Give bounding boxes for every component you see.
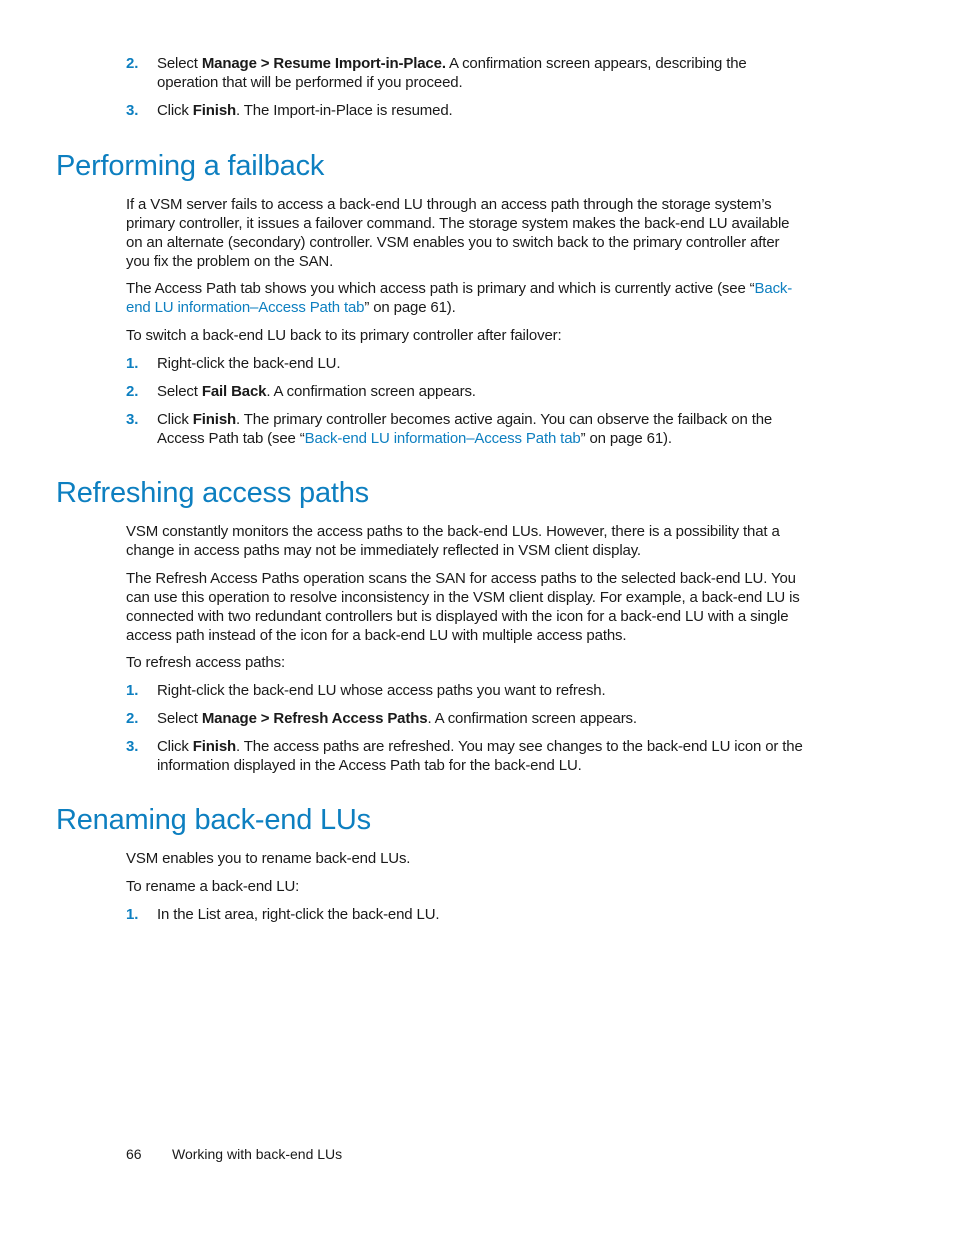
rename-paragraph: To rename a back-end LU: bbox=[126, 878, 300, 895]
step-number: 2. bbox=[126, 383, 139, 400]
section-heading-rename: Renaming back-end LUs bbox=[56, 804, 371, 836]
step-text: Click Finish. The primary controller becomes active again. You can observe the failback on the Access Path tab (see “Back-end LU information–Access Path tab” on page 61). bbox=[157, 411, 773, 447]
step-number: 2. bbox=[126, 710, 139, 727]
refresh-paragraph: VSM constantly monitors the access paths to the back-end LUs. However, there is a possibility that a change in access paths may not be immediately reflected in VSM client display. bbox=[126, 523, 780, 559]
failback-paragraph: If a VSM server fails to access a back-end LU through an access path through the storage system’s primary controller, it issues a failover command. The storage system makes the back-end LU available on an alternate (secondary) controller. VSM enables you to switch back to the primary controller after you fix the problem on the SAN. bbox=[126, 196, 790, 270]
failback-paragraph: To switch a back-end LU back to its primary controller after failover: bbox=[126, 327, 562, 344]
step-number: 3. bbox=[126, 102, 139, 119]
step-text: Right-click the back-end LU. bbox=[157, 355, 341, 372]
section-heading-refresh: Refreshing access paths bbox=[56, 477, 369, 509]
step-text: In the List area, right-click the back-end LU. bbox=[157, 906, 440, 923]
refresh-paragraph: The Refresh Access Paths operation scans the SAN for access paths to the selected back-end LU. You can use this operation to resolve inconsistency in the VSM client display. For example, a back-end LU is connected with two redundant controllers but is displayed with the icon for a back-end LU with a single access path instead of the icon for a back-end LU with multiple access paths. bbox=[126, 570, 800, 644]
footer-section-title: Working with back-end LUs bbox=[172, 1146, 343, 1162]
step-number: 3. bbox=[126, 738, 139, 755]
section-heading-failback: Performing a failback bbox=[56, 150, 325, 182]
step-number: 1. bbox=[126, 906, 139, 923]
menu-path: Fail Back bbox=[201, 383, 267, 400]
step-text: Right-click the back-end LU whose access paths you want to refresh. bbox=[157, 682, 606, 699]
menu-path: Manage > Refresh Access Paths bbox=[201, 710, 428, 727]
step-text: Select Manage > Refresh Access Paths. A confirmation screen appears. bbox=[157, 710, 637, 727]
step-text: Select Fail Back. A confirmation screen appears. bbox=[157, 383, 476, 400]
menu-path: Manage > Resume Import-in-Place. bbox=[201, 55, 446, 72]
button-name: Finish bbox=[192, 411, 237, 428]
failback-paragraph: The Access Path tab shows you which access path is primary and which is currently active (see “Back-end LU information–Access Path tab” on page 61). bbox=[126, 280, 793, 316]
step-number: 2. bbox=[126, 55, 139, 72]
button-name: Finish bbox=[192, 738, 237, 755]
step-number: 1. bbox=[126, 682, 139, 699]
button-name: Finish bbox=[192, 102, 237, 119]
refresh-paragraph: To refresh access paths: bbox=[126, 654, 285, 671]
step-number: 1. bbox=[126, 355, 139, 372]
rename-paragraph: VSM enables you to rename back-end LUs. bbox=[126, 850, 411, 867]
step-text: Select Manage > Resume Import-in-Place. A confirmation screen appears, describing the operation that will be performed if you proceed. bbox=[157, 55, 747, 91]
step-text: Click Finish. The Import-in-Place is resumed. bbox=[157, 102, 453, 119]
page-number: 66 bbox=[126, 1146, 142, 1162]
cross-reference-link[interactable]: Back-end LU information–Access Path tab bbox=[304, 430, 581, 447]
cross-reference-link[interactable]: Back-end LU information–Access Path tab bbox=[126, 280, 793, 316]
step-number: 3. bbox=[126, 411, 139, 428]
step-text: Click Finish. The access paths are refreshed. You may see changes to the back-end LU icon or the information displayed in the Access Path tab for the back-end LU. bbox=[157, 738, 803, 774]
